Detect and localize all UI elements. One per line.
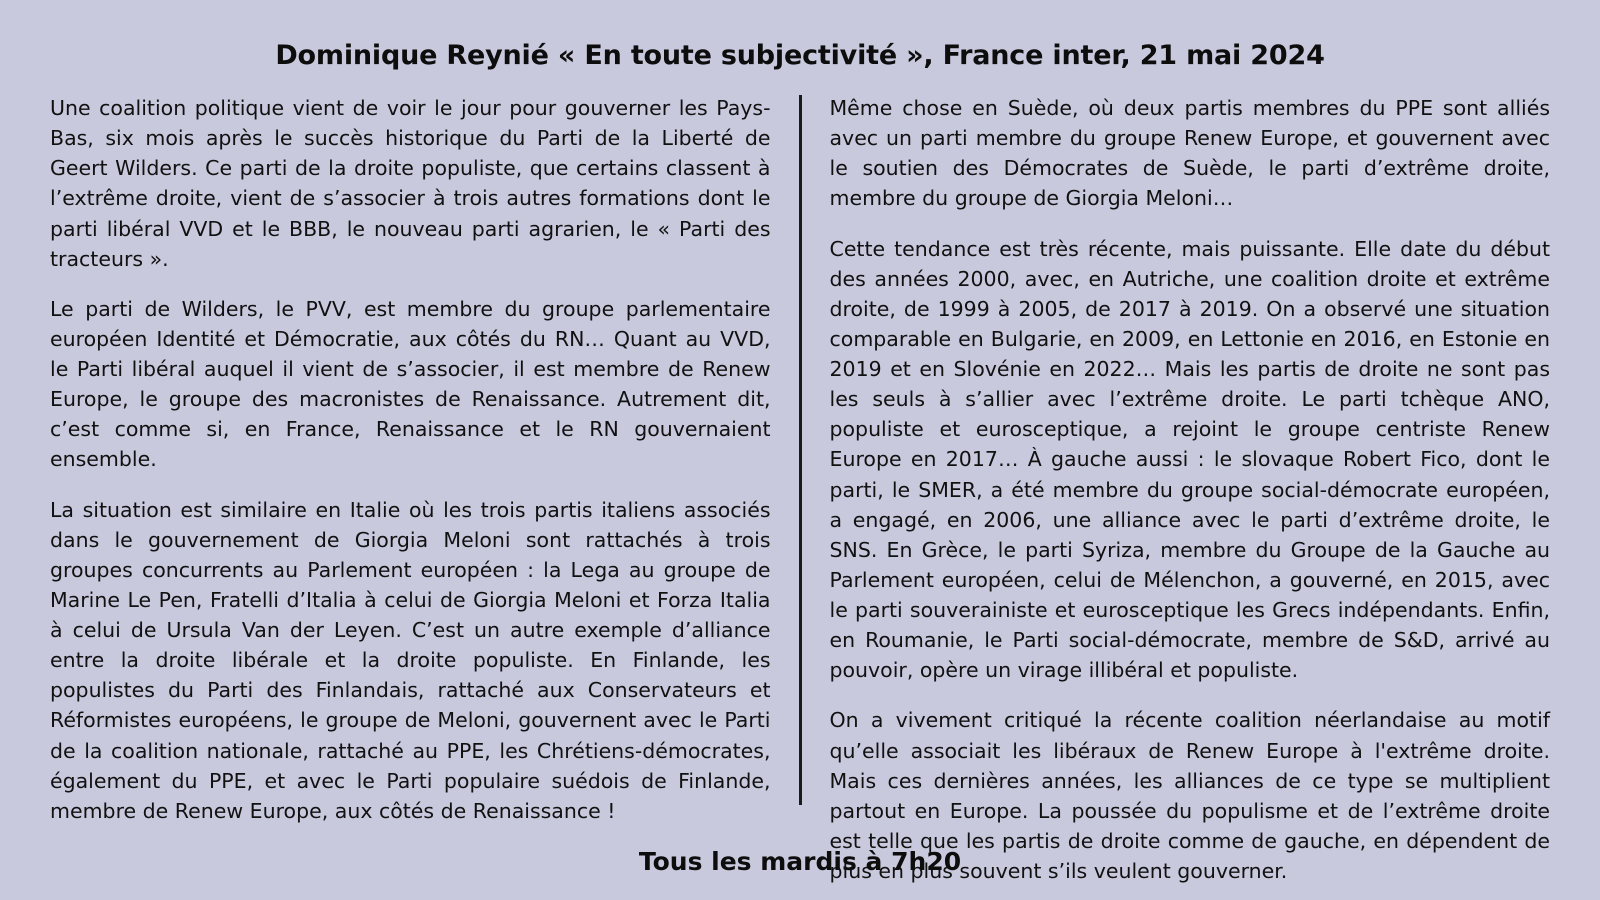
paragraph: Même chose en Suède, où deux partis membres du PPE sont alliés avec un parti membre du groupe Renew Europe, et gouvernent avec le soutien des Démocrates de Suède, le parti d’extrême droite, membre du groupe de Giorgia Meloni… [829,96,1550,211]
paragraph: Une coalition politique vient de voir le jour pour gouverner les Pays-Bas, six mois après le succès historique du Parti de la Liberté de Geert Wilders. Ce parti de la droite populiste, que certains classent à l’extrême droite, vient de s’associer à trois autres formations dont le parti libéral VVD et le BBB, le nouveau parti agrarien, le « Parti des tracteurs ». [50,96,771,271]
paragraph: Cette tendance est très récente, mais puissante. Elle date du début des années 2000, avec, en Autriche, une coalition droite et extrême droite, de 1999 à 2005, de 2017 à 2019. On a observé une situation comparable en Bulgarie, en 2009, en Lettonie en 2016, en Estonie en 2019 et en Slovénie en 2022… Mais les partis de droite ne sont pas les seuls à s’allier avec l’extrême droite. Le parti tchèque ANO, populiste et eurosceptique, a rejoint le groupe centriste Renew Europe en 2017… À gauche aussi : le slovaque Robert Fico, dont le parti, le SMER, a été membre du groupe social-démocrate européen, a engagé, en 2006, une alliance avec le parti d’extrême droite, le SNS. En Grèce, le parti Syriza, membre du Groupe de la Gauche au Parlement européen, celui de Mélenchon, a gouverné, en 2015, avec le parti souverainiste et eurosceptique les Grecs indépendants. Enfin, en Roumanie, le Parti social-démocrate, membre de S&D, arrivé au pouvoir, opère un virage illibéral et populiste. [829,236,1550,683]
paragraph: On a vivement critiqué la récente coalition néerlandaise au motif qu’elle associait les libéraux de Renew Europe à l'extrême droite. Mais ces dernières années, les alliances de ce type se multiplient partout en Europe. La poussée du populisme et de l’extrême droite est telle que les partis de droite comme de gauche, en dépendent de plus en plus souvent s’ils veulent gouverner. [829,708,1550,883]
paragraph: Le parti de Wilders, le PVV, est membre du groupe parlementaire européen Identité et Démocratie, aux côtés du RN… Quant au VVD, le Parti libéral auquel il vient de s’associer, il est membre de Renew Europe, le groupe des macronistes de Renaissance. Autrement dit, c’est comme si, en France, Renaissance et le RN gouvernaient ensemble. [50,296,771,472]
footer-note: Tous les mardis à 7h20 [638,847,962,876]
right-column [802,93,1551,883]
page-title: Dominique Reynié « En toute subjectivité », France inter, 21 mai 2024 [275,40,1325,71]
paragraph: La situation est similaire en Italie où les trois partis italiens associés dans le gouvernement de Giorgia Meloni sont rattachés à trois groupes concurrents au Parlement européen : la Lega au groupe de Marine Le Pen, Fratelli d’Italia à celui de Giorgia Meloni et Forza Italia à celui de Ursula Van der Leyen. C’est un autre exemple d’alliance entre la droite libérale et la droite populiste. En Finlande, les populistes du Parti des Finlandais, rattaché aux Conservateurs et Réformistes européens, le groupe de Meloni, gouvernent avec le Parti de la coalition nationale, rattaché au PPE, les Chrétiens-démocrates, également du PPE, et avec le Parti populaire suédois de Finlande, membre de Renew Europe, aux côtés de Renaissance ! [50,497,771,823]
left-column [50,93,799,833]
